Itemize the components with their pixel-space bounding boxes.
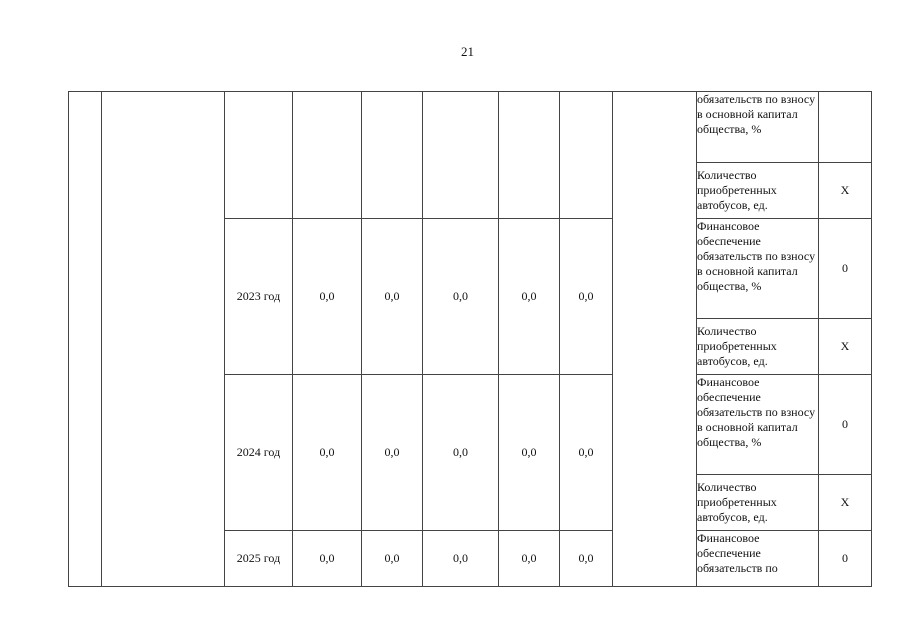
value-cell: 0,0 [293,375,362,531]
indicator-value: X [819,475,872,531]
value-cell: 0,0 [560,531,613,587]
value-cell [293,92,362,219]
value-cell: 0,0 [499,219,560,375]
value-cell: 0,0 [499,531,560,587]
value-cell: 0,0 [423,531,499,587]
value-cell: 0,0 [362,531,423,587]
value-cell: 0,0 [560,375,613,531]
indicator-value: 0 [819,531,872,587]
value-cell: 0,0 [293,531,362,587]
name-cell [102,92,225,587]
value-cell: 0,0 [362,375,423,531]
indicator-value: X [819,319,872,375]
value-cell: 0,0 [423,375,499,531]
indicator-value: X [819,163,872,219]
value-cell [499,92,560,219]
indicator-name: Финансовое обеспечение обязательств по взносу в основной капитал общества, % [697,219,819,319]
indicator-value: 0 [819,219,872,319]
program-table [68,91,872,587]
indicator-name: Количество приобретенных автобусов, ед. [697,319,819,375]
number-cell [69,92,102,587]
page-number: 21 [461,44,474,59]
indicator-name: Количество приобретенных автобусов, ед. [697,163,819,219]
value-cell [362,92,423,219]
year-cell [225,92,293,219]
value-cell [423,92,499,219]
executor-cell [613,92,697,587]
value-cell: 0,0 [560,219,613,375]
year-label: 2023 год [225,219,293,375]
indicator-value [819,92,872,163]
indicator-name: обязательств по взносу в основной капитал общества, % [697,92,819,163]
indicator-name: Количество приобретенных автобусов, ед. [697,475,819,531]
year-label: 2025 год [225,531,293,587]
table-row [69,92,872,163]
value-cell [560,92,613,219]
year-label: 2024 год [225,375,293,531]
indicator-name: Финансовое обеспечение обязательств по [697,531,819,587]
value-cell: 0,0 [423,219,499,375]
value-cell: 0,0 [293,219,362,375]
indicator-name: Финансовое обеспечение обязательств по взносу в основной капитал общества, % [697,375,819,475]
value-cell: 0,0 [362,219,423,375]
indicator-value: 0 [819,375,872,475]
value-cell: 0,0 [499,375,560,531]
